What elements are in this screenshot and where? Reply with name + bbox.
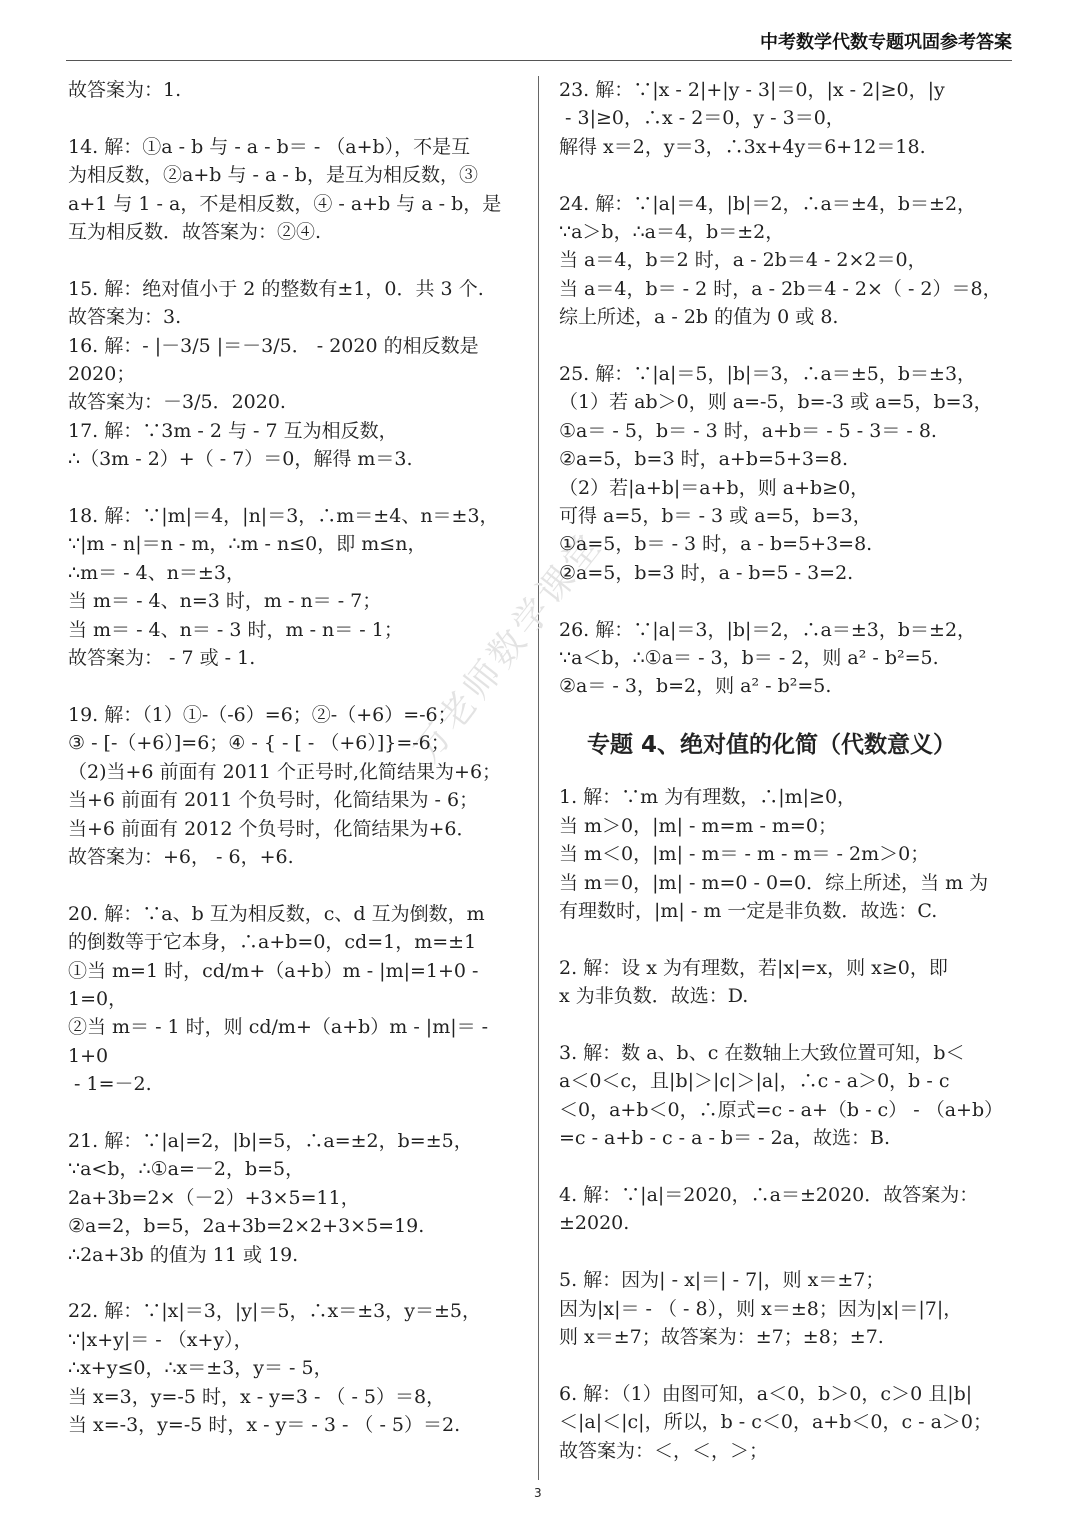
answer-block [68, 900, 526, 1099]
answer-line: 2a+3b=2×（－2）+3×5=11， [68, 1186, 360, 1209]
answer-line: 4. 解：∵|a|＝2020，∴a＝±2020．故答案为： [559, 1183, 979, 1206]
answer-line: ＜|a|＜|c|，所以，b - c＜0，a+b＜0，c - a＞0； [559, 1411, 993, 1434]
page-number: 3 [534, 1486, 542, 1500]
answer-line: 当 m＝ - 4、n＝ - 3 时，m - n＝ - 1； [68, 618, 403, 641]
answer-line: ∴（3m - 2）+（ - 7）＝0，解得 m＝3. [68, 448, 413, 471]
answer-line: 则 x＝±7；故答案为：±7；±8；±7. [559, 1325, 884, 1348]
answer-line: 故答案为：1. [68, 79, 182, 101]
answer-line: 有理数时，|m| - m 一定是非负数．故选：C. [559, 899, 938, 922]
answer-line: ②a=5，b=3 时，a - b=5 - 3=2. [559, 561, 854, 584]
answer-line: 21. 解：∵|a|=2，|b|=5，∴a=±2，b=±5， [68, 1129, 473, 1152]
answer-line: 3. 解：数 a、b、c 在数轴上大致位置可知，b＜ [559, 1041, 965, 1064]
section-title: 专题 4、绝对值的化简（代数意义） [587, 732, 957, 759]
answer-line: 18. 解：∵|m|＝4，|n|＝3，∴m＝±4、n＝±3， [68, 505, 499, 528]
answer-block [559, 360, 1015, 587]
answer-block [559, 76, 1015, 161]
answer-line: 2. 解：设 x 为有理数，若|x|=x，则 x≥0，即 [559, 956, 948, 979]
answer-line: 当 a＝4，b＝2 时，a - 2b＝4 - 2×2＝0， [559, 249, 927, 272]
answer-line: ∵a<b，∴①a=－2，b=5， [68, 1158, 305, 1181]
answer-line: - 1=－2. [68, 1073, 152, 1096]
answer-line: ∴x+y≤0，∴x＝±3，y＝ - 5， [68, 1357, 333, 1380]
answer-block [68, 133, 526, 247]
answer-line: ②a＝ - 3，b=2，则 a² - b²=5. [559, 675, 832, 698]
answer-line: 19. 解：（1）①-（-6）=6；②-（+6）=-6； [68, 703, 457, 726]
answer-block [68, 76, 526, 104]
answer-line: （1）若 ab＞0，则 a=-5，b=-3 或 a=5，b=3， [559, 391, 993, 414]
answer-block [559, 1266, 1015, 1351]
answer-line: ∵|m - n|＝n - m，∴m - n≤0，即 m≤n， [68, 533, 427, 556]
answer-block [559, 783, 1015, 925]
watermark: 万老师数学课堂 [406, 524, 612, 771]
answer-block [68, 1127, 526, 1269]
answer-line: 16. 解：- |－3/5 |＝－3/5． - 2020 的相反数是 2020； [68, 334, 485, 386]
answer-line: 当 m＞0，|m| - m=m - m=0； [559, 814, 837, 837]
answer-line: ①当 m=1 时，cd/m+（a+b）m - |m|=1+0 - 1=0， [68, 959, 485, 1010]
answer-line: 故答案为：－3/5．2020. [68, 391, 286, 414]
page-header: 中考数学代数专题巩固参考答案 [760, 32, 1012, 53]
right-answers-bottom [559, 783, 1015, 1465]
answer-line: 1. 解：∵m 为有理数，∴|m|≥0， [559, 786, 857, 809]
answer-line: （2)当+6 前面有 2011 个正号时,化简结果为+6； [68, 760, 502, 783]
answer-line: 25. 解：∵|a|＝5，|b|＝3，∴a＝±5，b＝±3， [559, 363, 977, 386]
answer-line: 综上所述，a - 2b 的值为 0 或 8. [559, 306, 839, 329]
answer-line: 22. 解：∵|x|＝3，|y|＝5，∴x＝±3，y＝±5， [68, 1300, 481, 1323]
answer-line: （2）若|a+b|＝a+b，则 a+b≥0， [559, 476, 870, 499]
header-rule [66, 60, 1012, 61]
answer-line: x 为非负数．故选：D. [559, 985, 749, 1008]
answer-line: 20. 解：∵a、b 互为相反数，c、d 互为倒数，m [68, 902, 485, 925]
answer-line: ②a=2，b=5，2a+3b=2×2+3×5=19. [68, 1215, 425, 1238]
answer-line: 5. 解：因为| - x|＝| - 7|，则 x＝±7； [559, 1269, 885, 1292]
answer-line: ±2020. [559, 1212, 630, 1235]
answer-block [559, 1380, 1015, 1465]
answer-block [68, 1297, 526, 1439]
answer-block [68, 701, 526, 871]
answer-line: ∴2a+3b 的值为 11 或 19. [68, 1243, 299, 1266]
answer-line: 15. 解：绝对值小于 2 的整数有±1，0．共 3 个. [68, 277, 484, 300]
answer-line: 故答案为：+6， - 6，+6. [68, 845, 294, 868]
answer-block [559, 1039, 1015, 1153]
answer-line: 当 m＝0，|m| - m=0 - 0=0．综上所述，当 m 为 [559, 871, 989, 894]
answer-line: - 3|≥0，∴x - 2＝0，y - 3＝0， [559, 107, 845, 130]
answer-line: ②a=5，b=3 时，a+b=5+3=8. [559, 448, 849, 471]
right-column [559, 76, 1015, 1493]
answer-block [559, 616, 1015, 701]
answer-block [559, 190, 1015, 332]
answer-line: 6. 解：（1）由图可知，a＜0，b＞0，c＞0 且|b| [559, 1382, 973, 1405]
right-answers-top [559, 76, 1015, 701]
answer-line: 故答案为： - 7 或 - 1. [68, 647, 256, 670]
answer-line: 故答案为：3. [68, 306, 182, 329]
answer-block [68, 502, 526, 672]
answer-line: 故答案为：＜，＜，＞； [559, 1439, 769, 1462]
answer-line: 当 m＝ - 4、n=3 时，m - n＝ - 7； [68, 590, 382, 613]
answer-line: 当 x=3，y=-5 时，x - y=3 - （ - 5）＝8， [68, 1385, 446, 1408]
answer-block [68, 275, 526, 474]
answer-line: a＜0＜c，且|b|＞|c|＞|a|，∴c - a＞0，b - c [559, 1070, 950, 1093]
column-divider [538, 76, 539, 1480]
answer-line: ＜0，a+b＜0，∴原式=c - a+（b - c） - （a+b） [559, 1098, 1004, 1121]
answer-line: 当 a＝4，b＝ - 2 时，a - 2b＝4 - 2×（ - 2）＝8， [559, 277, 1002, 300]
answer-block [559, 1181, 1015, 1238]
answer-line: ①a=5，b＝ - 3 时，a - b=5+3=8. [559, 533, 873, 556]
answer-line: 为相反数，②a+b 与 - a - b，是互为相反数，③ [68, 164, 478, 187]
answer-line: 24. 解：∵|a|＝4，|b|＝2，∴a＝±4，b＝±2， [559, 192, 977, 215]
answer-line: ∵a＜b，∴①a＝ - 3，b＝ - 2，则 a² - b²=5. [559, 647, 939, 670]
answer-line: 26. 解：∵|a|＝3，|b|＝2，∴a＝±3，b＝±2， [559, 618, 977, 641]
answer-line: ∴m＝ - 4、n＝±3， [68, 561, 245, 584]
answer-line: 可得 a=5，b＝ - 3 或 a=5，b=3， [559, 505, 872, 528]
answer-line: 当+6 前面有 2011 个负号时，化简结果为 - 6； [68, 789, 479, 812]
answer-line: 互为相反数．故答案为：②④. [68, 221, 322, 244]
answer-line: 当 m＜0，|m| - m＝ - m - m＝ - 2m＞0； [559, 843, 930, 866]
answer-line: a+1 与 1 - a，不是相反数，④ - a+b 与 a - b，是 [68, 192, 502, 215]
answer-line: 23. 解：∵|x - 2|+|y - 3|＝0，|x - 2|≥0，|y [559, 79, 945, 101]
answer-line: 解得 x＝2，y＝3，∴3x+4y＝6+12＝18. [559, 135, 926, 158]
answer-line: ②当 m＝ - 1 时，则 cd/m+（a+b）m - |m|＝ - 1+0 [68, 1016, 495, 1067]
answer-line: =c - a+b - c - a - b＝ - 2a，故选：B. [559, 1127, 891, 1150]
answer-line: ∵|x+y|＝ - （x+y）， [68, 1328, 253, 1351]
answer-line: 当 x=-3，y=-5 时，x - y＝ - 3 - （ - 5）＝2. [68, 1413, 461, 1436]
answer-line: ∵a＞b，∴a＝4，b＝±2， [559, 221, 785, 244]
answer-block [559, 954, 1015, 1011]
answer-line: ①a＝ - 5，b＝ - 3 时，a+b＝ - 5 - 3＝ - 8. [559, 419, 937, 442]
left-column [68, 76, 526, 1468]
answer-line: 14. 解：①a - b 与 - a - b＝ - （a+b），不是互 [68, 135, 471, 158]
answer-line: 17. 解：∵3m - 2 与 - 7 互为相反数， [68, 419, 398, 442]
answer-line: 因为|x|＝ - （ - 8），则 x＝±8；因为|x|＝|7|， [559, 1297, 963, 1320]
answer-line: 当+6 前面有 2012 个负号时，化简结果为+6． [68, 817, 476, 840]
answer-line: 的倒数等于它本身，∴a+b=0，cd=1，m=±1 [68, 931, 477, 954]
answer-line: ③ - [-（+6）]=6；④ - { - [ - （+6）]}=-6； [68, 732, 450, 755]
